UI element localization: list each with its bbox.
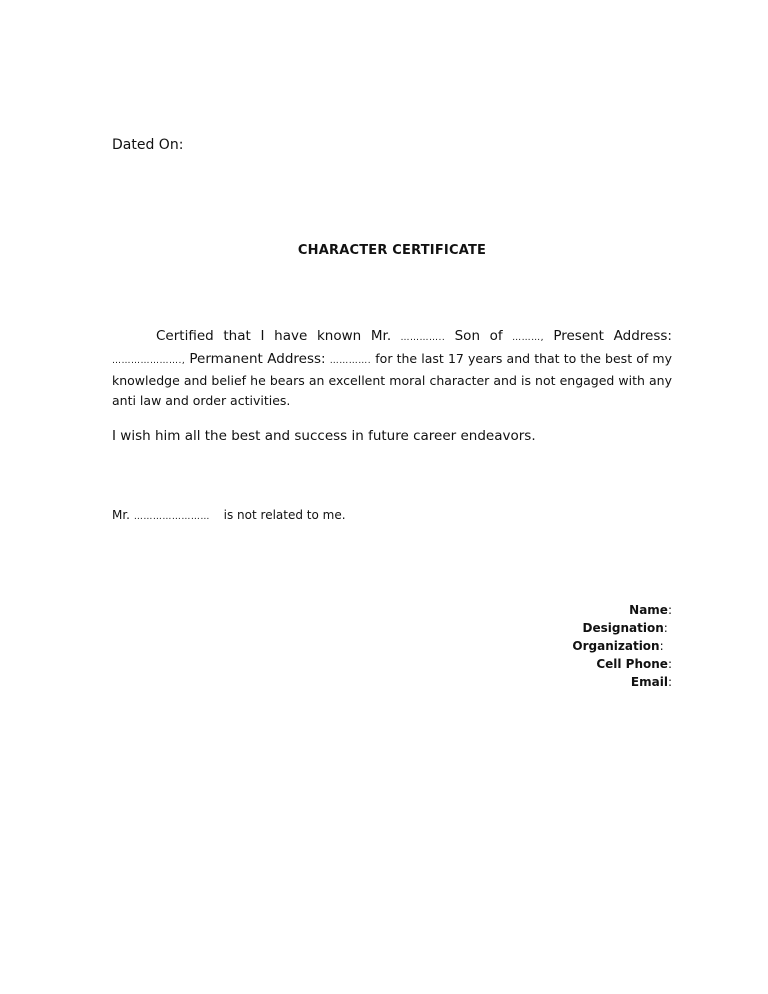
body-text-3: Present Address: [553, 328, 672, 344]
colon: : [667, 603, 672, 617]
signature-cell-phone-row [520, 655, 672, 673]
blank-related-name: …………………… [133, 512, 210, 522]
signature-email-row [520, 673, 672, 691]
blank-name: ………….. [400, 333, 446, 343]
not-related-line [112, 508, 346, 522]
cell-phone-label: Cell Phone [596, 657, 668, 671]
related-suffix: is not related to me. [223, 508, 346, 522]
colon: : [663, 621, 668, 635]
organization-label: Organization [572, 639, 660, 653]
body-text-2: Son of [454, 328, 503, 344]
blank-father-name: ………, [512, 333, 544, 343]
blank-present-address: …………………., [112, 355, 186, 366]
signature-name-row [520, 601, 672, 619]
colon: : [659, 639, 664, 653]
body-text-4: Permanent Address: [189, 350, 326, 367]
name-label: Name [629, 603, 668, 617]
email-label: Email [630, 675, 668, 689]
signature-organization-row [520, 637, 672, 655]
certificate-title: CHARACTER CERTIFICATE [297, 243, 487, 258]
blank-permanent-address: …………. [329, 355, 372, 366]
body-text-1: Certified that I have known Mr. [156, 328, 392, 344]
designation-label: Designation [582, 621, 664, 635]
related-prefix: Mr. [112, 508, 130, 522]
signature-designation-row [520, 619, 672, 637]
body-text-5: for the last 17 years and that to the best of my knowledge and belief he bears an excellent moral character and is not engaged with any anti law and order activities. [112, 350, 673, 408]
dated-on-label: Dated On: [112, 137, 184, 153]
colon: : [667, 657, 672, 671]
colon: : [667, 675, 672, 689]
wish-line: I wish him all the best and success in future career endeavors. [112, 428, 536, 444]
certificate-body [112, 326, 672, 410]
signature-block [520, 601, 672, 691]
